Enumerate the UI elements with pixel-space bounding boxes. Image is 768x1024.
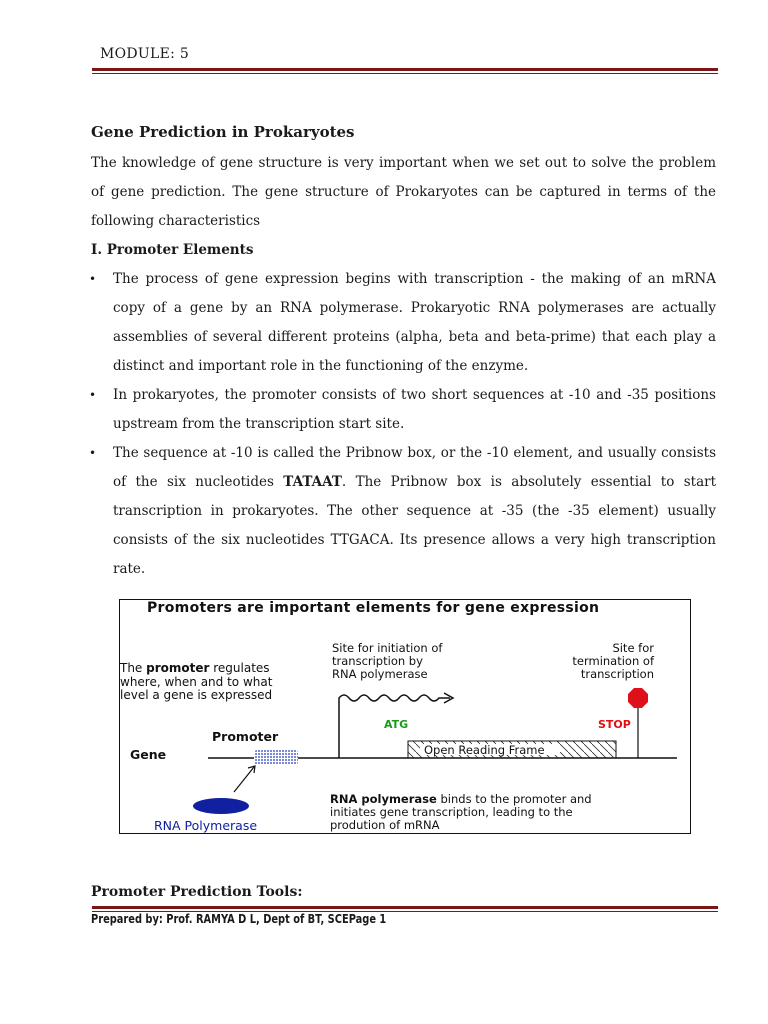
list-item <box>90 265 716 381</box>
module-header: MODULE: 5 <box>100 46 190 62</box>
initiation-note-line2: transcription by <box>332 654 423 668</box>
promoter-note-line3: level a gene is expressed <box>120 688 273 702</box>
list-item-text: The process of gene expression begins with transcription - the making of an mRNA copy of a gene by an RNA polymerase. Prokaryotic RNA polymerases are actually assemblies of several different proteins (alpha, beta and beta-prime) that each play a distinct and important role in the functioning of the enzyme. <box>113 271 716 374</box>
rna-polymerase-shape <box>193 798 249 814</box>
promoter-diagram <box>119 599 691 834</box>
subheading-promoter-elements: I. Promoter Elements <box>91 242 254 258</box>
binding-note-line1: RNA polymerase binds to the promoter and <box>330 792 592 806</box>
initiation-note-line1: Site for initiation of <box>332 641 443 655</box>
termination-note-line3: transcription <box>580 667 654 681</box>
stop-label: STOP <box>598 718 631 731</box>
list-item-text: In prokaryotes, the promoter consists of two short sequences at -10 and -35 positions upstream from the transcription start site. <box>113 387 716 432</box>
diagram-canvas <box>120 600 690 833</box>
bullet-icon: • <box>89 388 97 402</box>
header-rule <box>92 68 718 74</box>
promoter-note-line2: where, when and to what <box>120 675 273 689</box>
list-item <box>90 381 716 439</box>
list-item <box>90 439 716 584</box>
binding-arrow-line <box>234 767 254 792</box>
binding-note-line3: prodution of mRNA <box>330 818 440 832</box>
bullet-icon: • <box>89 446 97 460</box>
list-item-text-post: . The Pribnow box is absolutely essential to start transcription in prokaryotes. The other sequence at -35 (the -35 element) usually consists of the six nucleotides TTGACA. Its presence allows a very high transcription rate. <box>113 474 716 577</box>
orf-label: Open Reading Frame <box>424 743 545 757</box>
stop-sign-icon <box>628 688 648 708</box>
bullet-list <box>91 265 716 584</box>
promoter-note-line1: The promoter regulates <box>120 661 270 675</box>
bullet-icon: • <box>89 272 97 286</box>
diagram-title: Promoters are important elements for gene expression <box>147 600 600 616</box>
atg-label: ATG <box>384 718 409 731</box>
footer-text: Prepared by: Prof. RAMYA D L, Dept of BT, SCEPage 1 <box>91 912 387 926</box>
termination-note-line1: Site for <box>612 641 654 655</box>
initiation-note-line3: RNA polymerase <box>332 667 428 681</box>
intro-paragraph: The knowledge of gene structure is very important when we set out to solve the problem of gene prediction. The gene structure of Prokaryotes can be captured in terms of the following characteristics <box>91 155 716 229</box>
section-title: Gene Prediction in Prokaryotes <box>91 123 355 141</box>
promoter-region-box <box>254 750 298 765</box>
gene-label: Gene <box>130 747 167 762</box>
list-item-bold: TATAAT <box>283 474 342 490</box>
termination-note-line2: termination of <box>572 654 654 668</box>
tools-heading: Promoter Prediction Tools: <box>91 884 303 900</box>
rna-polymerase-label: RNA Polymerase <box>154 818 258 833</box>
main-content <box>91 121 716 584</box>
promoter-label: Promoter <box>212 729 279 744</box>
list-item-text-pre: The sequence at -10 is called the Pribnow box, or the -10 element, and usually consists of the six nucleotides <box>113 445 716 490</box>
binding-note-line2: initiates gene transcription, leading to the <box>330 805 573 819</box>
